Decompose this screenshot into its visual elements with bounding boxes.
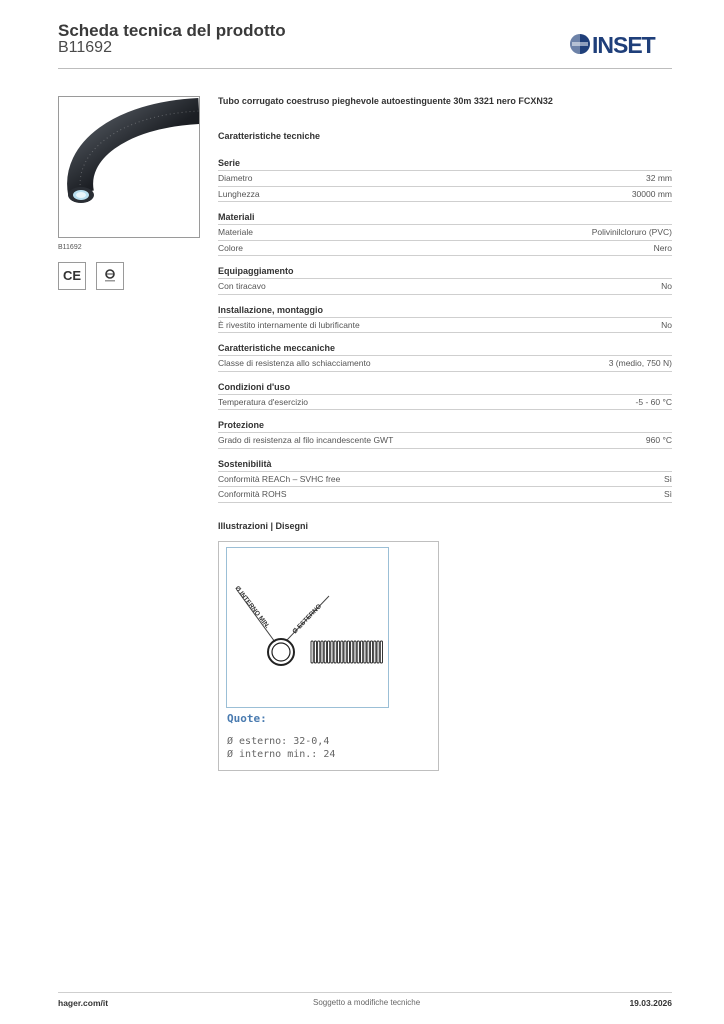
corrugation-rib <box>357 641 359 663</box>
header-divider <box>58 68 672 69</box>
corrugation-rib <box>318 641 320 663</box>
corrugation-ribs <box>311 641 383 663</box>
corrugation-rib <box>314 641 316 663</box>
spec-label: Con tiracavo <box>218 281 266 291</box>
inner-diameter-value: Ø interno min.: 24 <box>227 749 336 760</box>
photo-caption: B11692 <box>58 244 82 251</box>
corrugation-rib <box>324 641 326 663</box>
specs-table <box>218 150 672 503</box>
ce-mark-badge <box>58 262 86 290</box>
corrugation-rib <box>370 641 372 663</box>
corrugation-rib <box>377 641 379 663</box>
footer-disclaimer: Soggetto a modifiche tecniche <box>313 998 421 1007</box>
product-photo <box>58 96 200 238</box>
spec-row <box>218 241 672 257</box>
corrugation-rib <box>311 641 313 663</box>
spec-label: Classe di resistenza allo schiacciamento <box>218 358 371 368</box>
corrugation-rib <box>380 641 382 663</box>
spec-row <box>218 187 672 203</box>
spec-label: Temperatura d'esercizio <box>218 396 308 407</box>
footer-website: hager.com/it <box>58 998 109 1008</box>
spec-row <box>218 487 672 503</box>
corrugation-rib <box>351 641 353 663</box>
spec-value: -5 - 60 °C <box>635 396 672 407</box>
spec-row <box>218 356 672 372</box>
spec-value: 3 (medio, 750 N) <box>608 358 672 368</box>
imq-mark-icon <box>97 263 123 289</box>
spec-row <box>218 225 672 241</box>
spec-label: Colore <box>218 242 244 253</box>
corrugation-rib <box>328 641 330 663</box>
corrugation-rib <box>354 641 356 663</box>
spec-value: 30000 mm <box>631 188 672 199</box>
spec-label: Conformità ROHS <box>218 489 287 499</box>
logo-text: INSET <box>592 32 655 57</box>
spec-label: Diametro <box>218 173 253 183</box>
ce-mark-text: CE <box>62 268 82 283</box>
spec-label: Materiale <box>218 227 253 237</box>
corrugation-rib <box>337 641 339 663</box>
spec-label: Lunghezza <box>218 188 260 199</box>
spec-group-title: Sostenibilità <box>218 457 672 472</box>
corrugated-tube-image <box>59 97 199 237</box>
corrugation-rib <box>364 641 366 663</box>
product-title: Tubo corrugato coestruso pieghevole autoestinguente 30m 3321 nero FCXN32 <box>218 96 553 106</box>
footer-date: 19.03.2026 <box>629 998 672 1008</box>
spec-group-title: Condizioni d'uso <box>218 380 672 395</box>
inner-diameter-label: Ø INTERNO MIN. <box>233 584 271 630</box>
page-title: Scheda tecnica del prodotto <box>58 21 286 40</box>
corrugation-rib <box>347 641 349 663</box>
footer-divider <box>58 992 672 993</box>
spec-value: Nero <box>653 242 672 253</box>
corrugation-rib <box>341 641 343 663</box>
spec-value: Polivinilcloruro (PVC) <box>591 227 672 237</box>
spec-label: Conformità REACh – SVHC free <box>218 473 341 484</box>
inset-logo <box>568 31 674 57</box>
spec-row <box>218 171 672 187</box>
spec-label: È rivestito internamente di lubrificante <box>218 319 360 330</box>
spec-row <box>218 433 672 449</box>
corrugation-rib <box>367 641 369 663</box>
outer-diameter-label: Ø ESTERNO <box>291 602 324 636</box>
corrugation-rib <box>374 641 376 663</box>
spec-group-title: Materiali <box>218 210 672 225</box>
product-code: B11692 <box>58 39 112 56</box>
spec-group-title: Equipaggiamento <box>218 264 672 279</box>
spec-value: No <box>661 281 672 291</box>
spec-label: Grado di resistenza al filo incandescente GWT <box>218 435 394 445</box>
technical-drawing <box>226 547 389 708</box>
outer-diameter-value: Ø esterno: 32-0,4 <box>227 736 330 747</box>
spec-value: 32 mm <box>646 173 672 183</box>
certification-icon <box>96 262 124 290</box>
spec-value: No <box>661 319 672 330</box>
corrugation-rib <box>361 641 363 663</box>
spec-value: 960 °C <box>645 435 672 445</box>
spec-value: Sì <box>663 489 672 499</box>
spec-group-title: Installazione, montaggio <box>218 303 672 318</box>
corrugation-rib <box>334 641 336 663</box>
illustrations-heading: Illustrazioni | Disegni <box>218 521 309 531</box>
corrugation-rib <box>331 641 333 663</box>
spec-group-title: Serie <box>218 156 672 171</box>
dimensions-heading: Quote: <box>227 712 267 725</box>
spec-row <box>218 279 672 295</box>
spec-value: Sì <box>663 473 672 484</box>
spec-group-title: Caratteristiche meccaniche <box>218 341 672 356</box>
spec-row <box>218 395 672 411</box>
tube-dimension-drawing <box>227 548 387 706</box>
corrugation-rib <box>321 641 323 663</box>
spec-row <box>218 318 672 334</box>
corrugation-rib <box>344 641 346 663</box>
specs-heading: Caratteristiche tecniche <box>218 131 321 141</box>
spec-row <box>218 472 672 488</box>
spec-group-title: Protezione <box>218 418 672 433</box>
